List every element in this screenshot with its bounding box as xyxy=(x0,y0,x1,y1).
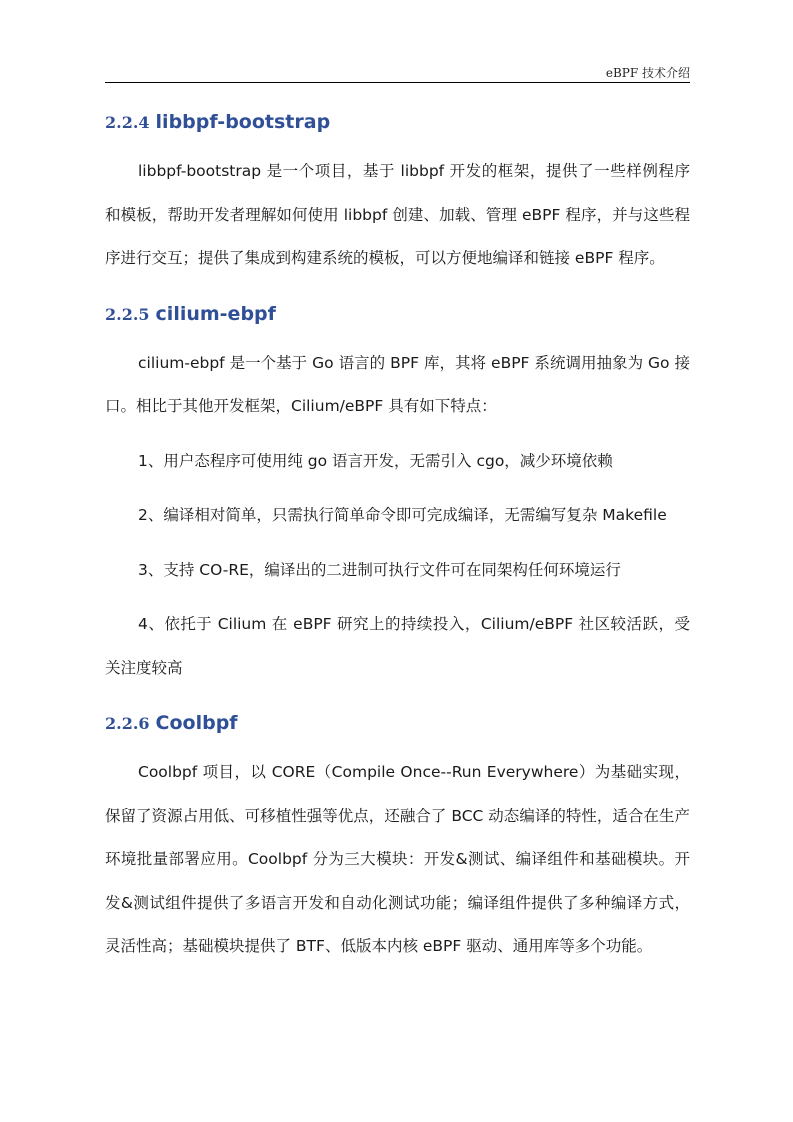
paragraph: cilium-ebpf 是一个基于 Go 语言的 BPF 库，其将 eBPF 系统调用抽象为 Go 接口。相比于其他开发框架，Cilium/eBPF 具有如下特点： xyxy=(105,353,690,415)
section-title: libbpf-bootstrap xyxy=(155,111,331,133)
document-body xyxy=(105,100,690,969)
list-item: 3、支持 CO-RE，编译出的二进制可执行文件可在同架构任何环境运行 xyxy=(138,560,621,579)
section-title: Coolbpf xyxy=(155,712,238,734)
section-heading xyxy=(105,292,690,332)
header-title: eBPF 技术介绍 xyxy=(605,66,690,80)
list-item: 2、编译相对简单，只需执行简单命令即可完成编译，无需编写复杂 Makefile xyxy=(138,506,667,524)
list-item: 1、用户态程序可使用纯 go 语言开发，无需引入 cgo，减少环境依赖 xyxy=(138,451,613,470)
section-number: 2.2.6 xyxy=(105,714,150,733)
page-header xyxy=(105,62,690,83)
list-item: 4、依托于 Cilium 在 eBPF 研究上的持续投入，Cilium/eBPF 社区较活跃，受关注度较高 xyxy=(105,615,690,677)
section-number: 2.2.5 xyxy=(105,304,150,324)
paragraph: libbpf-bootstrap 是一个项目，基于 libbpf 开发的框架，提供了一些样例程序和模板，帮助开发者理解如何使用 libbpf 创建、加载、管理 eBPF 程序，并与这些程序进行交互；提供了集成到构建系统的模板，可以方便地编译和链接 eBPF 程序。 xyxy=(105,162,690,267)
section-heading xyxy=(105,100,690,140)
section-cilium-ebpf xyxy=(105,292,690,691)
section-coolbpf xyxy=(105,701,690,969)
section-title: cilium-ebpf xyxy=(155,302,276,325)
section-number: 2.2.4 xyxy=(105,113,150,132)
section-heading xyxy=(105,701,690,741)
section-libbpf-bootstrap xyxy=(105,100,690,281)
paragraph: Coolbpf 项目，以 CORE（Compile Once--Run Everywhere）为基础实现，保留了资源占用低、可移植性强等优点，还融合了 BCC 动态编译的特性，适合在生产环境批量部署应用。Coolbpf 分为三大模块：开发&测试、编译组件和基础模块。开发&测试组件提供了多语言开发和自动化测试功能；编译组件提供了多种编译方式，灵活性高；基础模块提供了 BTF、低版本内核 eBPF 驱动、通用库等多个功能。 xyxy=(105,763,690,955)
